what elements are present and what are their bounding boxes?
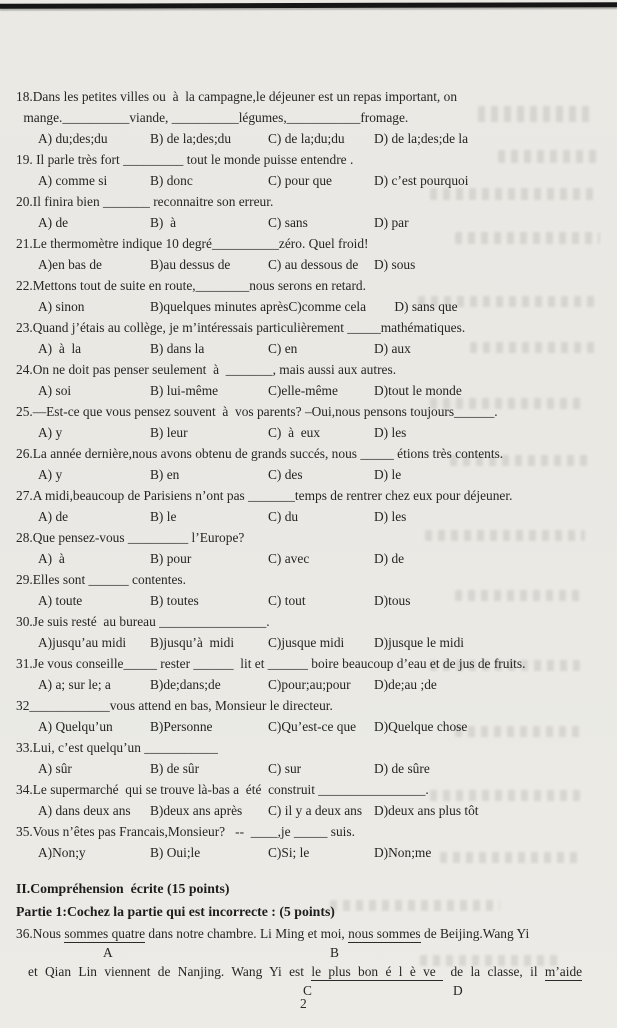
option-a: A) de [38,215,69,230]
underlined-part: m’aide [544,964,583,979]
option-d: D)deux ans plus tôt [374,803,479,818]
options-row [16,422,604,443]
option-a: A) soi [38,383,72,398]
option-a: A) comme si [38,173,108,188]
option-b: B) dans la [150,341,205,356]
option-c: C) sur [268,761,302,776]
question-text: 21.Le thermomètre indique 10 degré__________zéro. Quel froid! [16,236,369,251]
options-row [16,674,604,695]
option-c: C) à eux [268,425,321,440]
options-row [16,758,604,779]
options-row [16,800,604,821]
question-text: 32____________vous attend en bas, Monsieur le directeur. [16,698,333,713]
question [16,779,604,821]
question-text: 20.Il finira bien _______ reconnaitre son erreur. [16,194,274,209]
text-part: de Beijing.Wang Yi [420,926,530,941]
option-a: A) Quelqu’un [38,719,113,734]
option-b: B) de la;des;du [150,131,232,146]
option-b: B)Personne [150,719,213,734]
question-text: 33.Lui, c’est quelqu’un ___________ [16,740,218,755]
question-text: 30.Je suis resté au bureau ________________. [16,614,270,629]
options-row [16,506,604,527]
question [16,653,604,695]
option-b: B) toutes [150,593,199,608]
option-d: D) aux [374,341,411,356]
question [16,86,604,149]
section-heading: II.Compréhension écrite (15 points) [16,881,230,896]
option-b: B) donc [150,173,193,188]
option-b: B)jusqu’à midi [150,635,235,650]
option-c: C) pour que [268,173,332,188]
question [16,275,604,317]
options-row [16,842,604,863]
option-c: C) sans [268,215,308,230]
underlined-part: nous sommes [348,926,421,941]
underlined-part: le plus bon é l è ve [311,964,444,979]
option-d: D)de;au ;de [374,677,437,692]
question [16,191,604,233]
q36-labels-ab [16,944,604,961]
question-36 [16,923,604,999]
option-b: B) Oui;le [150,845,201,860]
option-d: D)tout le monde [374,383,462,398]
option-b: B) le [150,509,177,524]
option-b: B) en [150,467,180,482]
question [16,695,604,737]
question [16,485,604,527]
option-d: D) par [374,215,409,230]
option-a: A) sinon [38,299,85,314]
question [16,359,604,401]
options-row [16,590,604,611]
question-text: 26.La année dernière,nous avons obtenu de grands succés, nous _____ étions très contents. [16,446,504,461]
options-row [16,170,604,191]
option-c: C) il y a deux ans [268,803,363,818]
option-b: B)quelques minutes après [150,299,289,314]
options-row [16,632,604,653]
option-d: D) de sûre [374,761,430,776]
option-c: C) des [268,467,303,482]
page-number: 2 [300,996,307,1011]
question [16,821,604,863]
option-d: D)Non;me [374,845,432,860]
question-text: 24.On ne doit pas penser seulement à _______, mais aussi aux autres. [16,362,397,377]
option-d: D) sous [374,257,416,272]
options-row [16,548,604,569]
option-a: A) dans deux ans [38,803,131,818]
options-row [16,464,604,485]
text-part: dans notre chambre. Li Ming et moi, [145,926,349,941]
option-a: A) du;des;du [38,131,108,146]
option-c: C)Si; le [268,845,310,860]
text-part: et Qian Lin viennent de Nanjing. Wang Yi est [28,964,312,979]
option-c: C)jusque midi [268,635,345,650]
option-a: A) y [38,425,63,440]
question [16,611,604,653]
option-c: C)comme cela [288,299,367,314]
question-text: 29.Elles sont ______ contentes. [16,572,186,587]
option-a: A) toute [38,593,83,608]
options-row [16,716,604,737]
page-content [16,86,604,999]
part-letter-b: B [330,945,339,960]
question-text: 22.Mettons tout de suite en route,________nous serons en retard. [16,278,366,293]
option-b: B) de sûr [150,761,200,776]
option-b: B)de;dans;de [150,677,221,692]
option-b: B)au dessus de [150,257,231,272]
underlined-part: sommes quatre [64,926,146,941]
options-row [16,254,604,275]
question-text: 25.—Est-ce que vous pensez souvent à vos parents? –Oui,nous pensons toujours______. [16,404,498,419]
question-text: 23.Quand j’étais au collège, je m’intéressais particulièrement _____mathématiques. [16,320,466,335]
option-d: D)tous [374,593,411,608]
option-d: D) les [374,509,407,524]
option-a: A) de [38,509,69,524]
q36-line1 [16,923,604,944]
option-b: B) lui-même [150,383,219,398]
question [16,443,604,485]
question-text: 35.Vous n’êtes pas Francais,Monsieur? -- ____,je _____ suis. [16,824,355,839]
options-row [16,296,604,317]
option-c: C) en [268,341,298,356]
option-d: D) les [374,425,407,440]
question-text: 34.Le supermarché qui se trouve là-bas a été construit ________________. [16,782,429,797]
option-c: C)Qu’est-ce que [268,719,357,734]
option-a: A)en bas de [38,257,102,272]
option-c: C) de la;du;du [268,131,345,146]
option-a: A)jusqu’au midi [38,635,127,650]
question [16,737,604,779]
option-a: A) à la [38,341,82,356]
options-row [16,380,604,401]
option-b: B) pour [150,551,192,566]
option-c: C)pour;au;pour [268,677,351,692]
question [16,149,604,191]
option-a: A) sûr [38,761,72,776]
option-d: D) c’est pourquoi [374,173,469,188]
part-letter-c: C [303,983,312,998]
options-row [16,212,604,233]
option-c: C) au dessous de [268,257,359,272]
question [16,401,604,443]
question-text: 18.Dans les petites villes ou à la campagne,le déjeuner est un repas important, on [16,89,458,104]
part-letter-a: A [103,945,113,960]
option-c: C) du [268,509,299,524]
option-d: D)jusque le midi [374,635,465,650]
scan-edge-artifact [0,2,617,9]
questions-list [16,86,604,863]
question-text: 31.Je vous conseille_____ rester ______ lit et ______ boire beaucoup d’eau et de jus de fruits. [16,656,526,671]
option-c: C)elle-même [268,383,338,398]
option-a: A) a; sur le; a [38,677,111,692]
question-text: 19. Il parle très fort _________ tout le monde puisse entendre . [16,152,354,167]
option-b: B) à [150,215,177,230]
partie-heading: Partie 1:Cochez la partie qui est incorrecte : (5 points) [16,904,335,919]
question [16,569,604,611]
text-part: de la classe, il [443,964,545,979]
options-row [16,128,604,149]
question [16,233,604,275]
question-text: 27.A midi,beaucoup de Parisiens n’ont pas _______temps de rentrer chez eux pour déjeuner. [16,488,513,503]
question-text: 28.Que pensez-vous _________ l’Europe? [16,530,245,545]
option-b: B)deux ans après [150,803,243,818]
option-a: A) y [38,467,63,482]
q36-labels-cd [16,982,604,999]
text-part: 36.Nous [16,926,65,941]
part-letter-d: D [453,983,463,998]
option-d: D) sans que [394,299,458,314]
option-a: A) à [38,551,65,566]
option-d: D) le [374,467,402,482]
option-c: C) tout [268,593,306,608]
option-d: D) de [374,551,405,566]
option-a: A)Non;y [38,845,86,860]
option-c: C) avec [268,551,310,566]
option-b: B) leur [150,425,188,440]
option-d: D)Quelque chose [374,719,468,734]
question [16,317,604,359]
options-row [16,338,604,359]
question-text: mange.__________viande, __________légumes,___________fromage. [20,110,409,125]
option-d: D) de la;des;de la [374,131,469,146]
question [16,527,604,569]
q36-line2 [16,961,604,982]
